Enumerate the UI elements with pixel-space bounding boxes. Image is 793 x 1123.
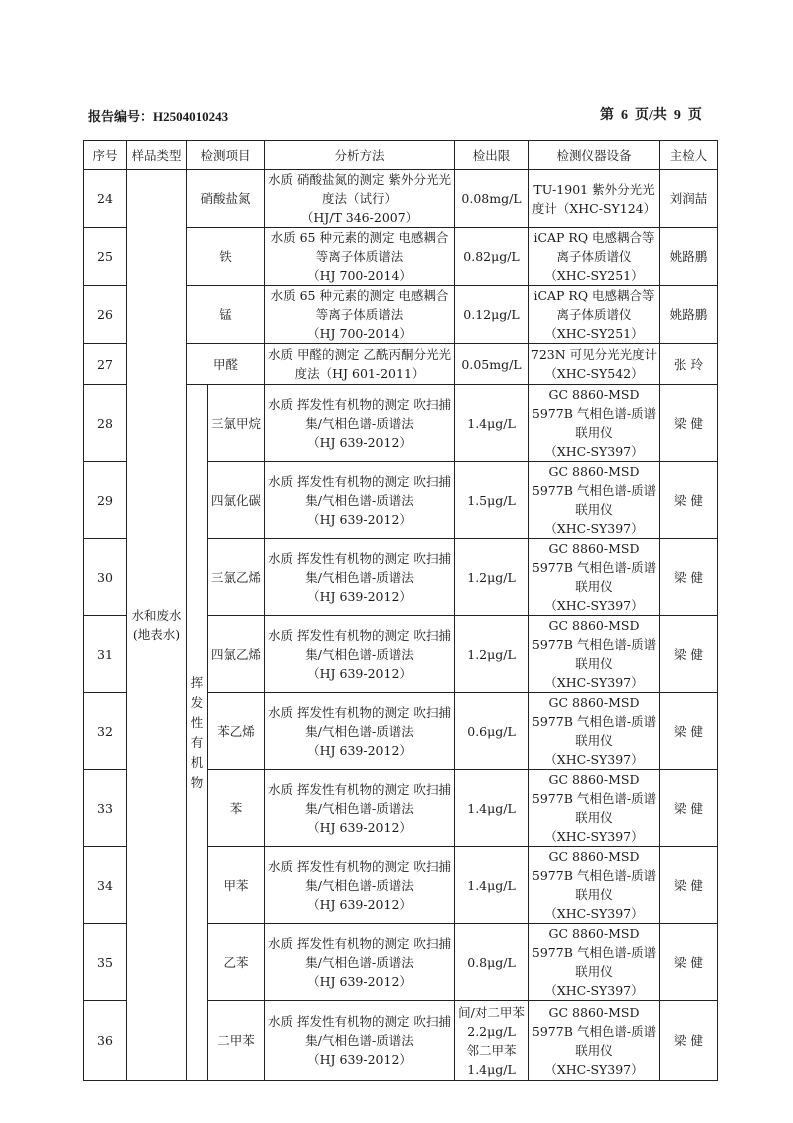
row-inspector: 梁 健 xyxy=(660,462,718,539)
row-inspector: 张 玲 xyxy=(660,344,718,385)
row-instrument: iCAP RQ 电感耦合等离子体质谱仪 （XHC-SY251） xyxy=(529,228,660,286)
row-item: 三氯乙烯 xyxy=(208,539,265,616)
row-no: 36 xyxy=(84,1001,127,1081)
row-method: 水质 挥发性有机物的测定 吹扫捕集/气相色谱-质谱法 （HJ 639-2012） xyxy=(265,462,455,539)
row-method: 水质 挥发性有机物的测定 吹扫捕集/气相色谱-质谱法 （HJ 639-2012） xyxy=(265,847,455,924)
row-no: 35 xyxy=(84,924,127,1001)
row-method: 水质 65 种元素的测定 电感耦合等离子体质谱法 （HJ 700-2014） xyxy=(265,286,455,344)
row-item: 甲醛 xyxy=(187,344,265,385)
row-instrument: GC 8860-MSD 5977B 气相色谱-质谱联用仪 （XHC-SY397） xyxy=(529,847,660,924)
row-item: 苯乙烯 xyxy=(208,693,265,770)
row-no: 31 xyxy=(84,616,127,693)
row-item: 乙苯 xyxy=(208,924,265,1001)
table-row xyxy=(84,170,718,228)
row-instrument: TU-1901 紫外分光光度计（XHC-SY124） xyxy=(529,170,660,228)
row-no: 28 xyxy=(84,385,127,462)
row-method: 水质 挥发性有机物的测定 吹扫捕集/气相色谱-质谱法 （HJ 639-2012） xyxy=(265,616,455,693)
row-inspector: 梁 健 xyxy=(660,385,718,462)
row-no: 24 xyxy=(84,170,127,228)
row-instrument: GC 8860-MSD 5977B 气相色谱-质谱联用仪 （XHC-SY397） xyxy=(529,1001,660,1081)
row-method: 水质 甲醛的测定 乙酰丙酮分光光度法（HJ 601-2011） xyxy=(265,344,455,385)
row-instrument: GC 8860-MSD 5977B 气相色谱-质谱联用仪 （XHC-SY397） xyxy=(529,462,660,539)
row-no: 25 xyxy=(84,228,127,286)
row-instrument: GC 8860-MSD 5977B 气相色谱-质谱联用仪 （XHC-SY397） xyxy=(529,539,660,616)
row-instrument: GC 8860-MSD 5977B 气相色谱-质谱联用仪 （XHC-SY397） xyxy=(529,924,660,1001)
col-header-limit: 检出限 xyxy=(455,141,529,170)
sample-type-cell: 水和废水 (地表水) xyxy=(127,170,187,1081)
row-item: 三氯甲烷 xyxy=(208,385,265,462)
col-header-no: 序号 xyxy=(84,141,127,170)
row-item: 二甲苯 xyxy=(208,1001,265,1081)
row-item: 硝酸盐氮 xyxy=(187,170,265,228)
row-limit: 1.2μg/L xyxy=(455,616,529,693)
row-item: 甲苯 xyxy=(208,847,265,924)
row-method: 水质 挥发性有机物的测定 吹扫捕集/气相色谱-质谱法 （HJ 639-2012） xyxy=(265,1001,455,1081)
row-inspector: 姚路鹏 xyxy=(660,228,718,286)
row-no: 34 xyxy=(84,847,127,924)
col-header-item: 检测项目 xyxy=(187,141,265,170)
row-limit: 0.6μg/L xyxy=(455,693,529,770)
row-no: 26 xyxy=(84,286,127,344)
row-instrument: GC 8860-MSD 5977B 气相色谱-质谱联用仪 （XHC-SY397） xyxy=(529,616,660,693)
row-limit: 1.4μg/L xyxy=(455,847,529,924)
report-number: 报告编号：H2504010243 xyxy=(88,109,229,124)
row-limit: 0.8μg/L xyxy=(455,924,529,1001)
row-inspector: 梁 健 xyxy=(660,1001,718,1081)
row-instrument: 723N 可见分光光度计 （XHC-SY542） xyxy=(529,344,660,385)
row-inspector: 梁 健 xyxy=(660,924,718,1001)
col-header-method: 分析方法 xyxy=(265,141,455,170)
row-limit: 1.4μg/L xyxy=(455,385,529,462)
row-method: 水质 硝酸盐氮的测定 紫外分光光度法（试行） （HJ/T 346-2007） xyxy=(265,170,455,228)
row-method: 水质 挥发性有机物的测定 吹扫捕集/气相色谱-质谱法 （HJ 639-2012） xyxy=(265,385,455,462)
row-no: 32 xyxy=(84,693,127,770)
row-limit: 0.82μg/L xyxy=(455,228,529,286)
row-inspector: 梁 健 xyxy=(660,770,718,847)
row-limit: 1.5μg/L xyxy=(455,462,529,539)
row-method: 水质 挥发性有机物的测定 吹扫捕集/气相色谱-质谱法 （HJ 639-2012） xyxy=(265,924,455,1001)
row-method: 水质 挥发性有机物的测定 吹扫捕集/气相色谱-质谱法 （HJ 639-2012） xyxy=(265,693,455,770)
row-limit: 1.4μg/L xyxy=(455,770,529,847)
table-header-row xyxy=(84,141,718,170)
row-instrument: GC 8860-MSD 5977B 气相色谱-质谱联用仪 （XHC-SY397） xyxy=(529,385,660,462)
page-indicator: 第 6 页/共 9 页 xyxy=(600,108,702,123)
row-instrument: GC 8860-MSD 5977B 气相色谱-质谱联用仪 （XHC-SY397） xyxy=(529,693,660,770)
row-inspector: 梁 健 xyxy=(660,539,718,616)
col-header-inspector: 主检人 xyxy=(660,141,718,170)
row-item: 铁 xyxy=(187,228,265,286)
row-inspector: 梁 健 xyxy=(660,847,718,924)
row-method: 水质 挥发性有机物的测定 吹扫捕集/气相色谱-质谱法 （HJ 639-2012） xyxy=(265,539,455,616)
row-instrument: GC 8860-MSD 5977B 气相色谱-质谱联用仪 （XHC-SY397） xyxy=(529,770,660,847)
row-inspector: 梁 健 xyxy=(660,693,718,770)
row-limit: 1.2μg/L xyxy=(455,539,529,616)
row-limit: 间/对二甲苯 2.2μg/L 邻二甲苯 1.4μg/L xyxy=(455,1001,529,1081)
col-header-sample-type: 样品类型 xyxy=(127,141,187,170)
row-limit: 0.12μg/L xyxy=(455,286,529,344)
col-header-instrument: 检测仪器设备 xyxy=(529,141,660,170)
row-item: 四氯化碳 xyxy=(208,462,265,539)
row-limit: 0.05mg/L xyxy=(455,344,529,385)
row-no: 30 xyxy=(84,539,127,616)
row-no: 33 xyxy=(84,770,127,847)
row-limit: 0.08mg/L xyxy=(455,170,529,228)
row-inspector: 刘润喆 xyxy=(660,170,718,228)
row-item: 苯 xyxy=(208,770,265,847)
row-inspector: 梁 健 xyxy=(660,616,718,693)
row-instrument: iCAP RQ 电感耦合等离子体质谱仪 （XHC-SY251） xyxy=(529,286,660,344)
row-item: 锰 xyxy=(187,286,265,344)
row-method: 水质 挥发性有机物的测定 吹扫捕集/气相色谱-质谱法 （HJ 639-2012） xyxy=(265,770,455,847)
row-no: 29 xyxy=(84,462,127,539)
voc-group-cell: 挥 发 性 有 机 物 xyxy=(187,385,208,1081)
row-method: 水质 65 种元素的测定 电感耦合等离子体质谱法 （HJ 700-2014） xyxy=(265,228,455,286)
row-item: 四氯乙烯 xyxy=(208,616,265,693)
row-no: 27 xyxy=(84,344,127,385)
row-inspector: 姚路鹏 xyxy=(660,286,718,344)
test-item-table xyxy=(83,140,718,1081)
